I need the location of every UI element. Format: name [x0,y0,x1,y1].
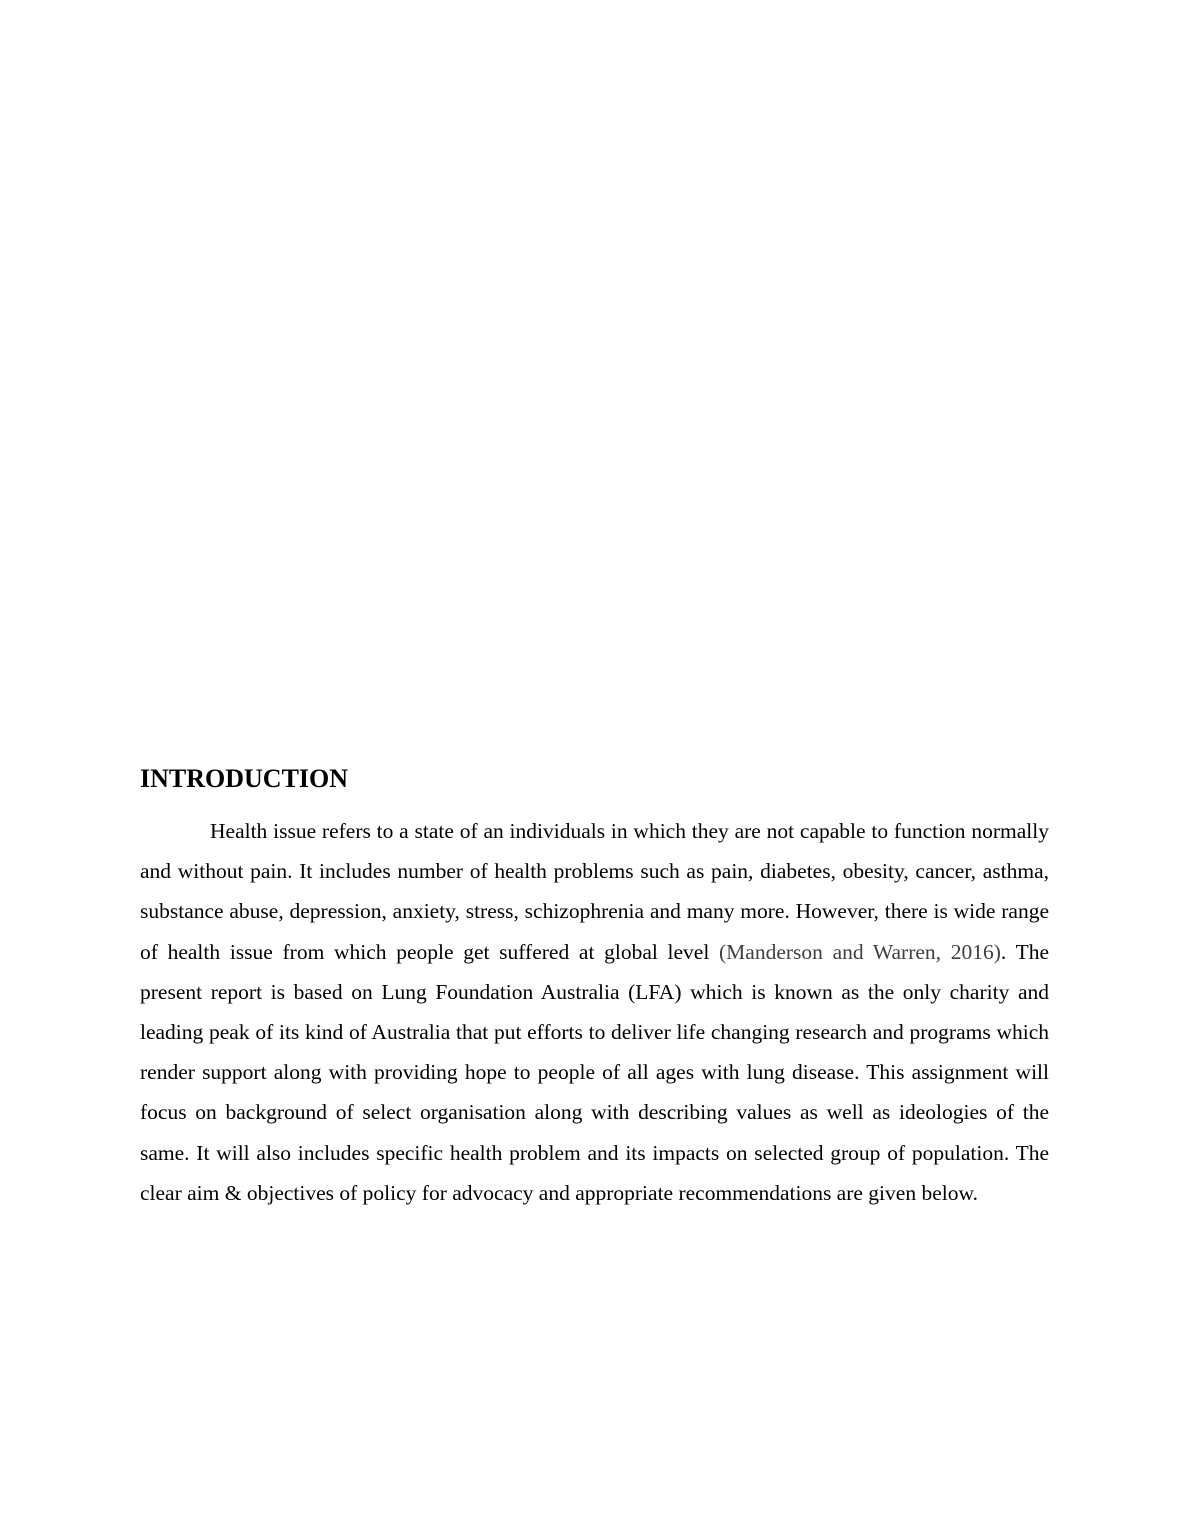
section-heading: INTRODUCTION [140,764,349,793]
citation-link: (Manderson and Warren, 2016) [719,939,1001,964]
introduction-paragraph [140,811,1049,1213]
paragraph-text-before-citation: Health issue refers to a state of an individuals in which they are not capable to function normally and without pain. It includes number of health problems such as pain, diabetes, obesity, cancer, asthma, substance abuse, depression, anxiety, stress, schizophrenia and many more. However, there is wide range of health issue from which people get suffered at global level [140,819,1049,964]
page-content [140,762,1049,1213]
paragraph-text-after-citation: . The present report is based on Lung Foundation Australia (LFA) which is known as the only charity and leading peak of its kind of Australia that put efforts to deliver life changing research and programs which render support along with providing hope to people of all ages with lung disease. This assignment will focus on background of select organisation along with describing values as well as ideologies of the same. It will also includes specific health problem and its impacts on selected group of population. The clear aim & objectives of policy for advocacy and appropriate recommendations are given below. [140,939,1049,1205]
